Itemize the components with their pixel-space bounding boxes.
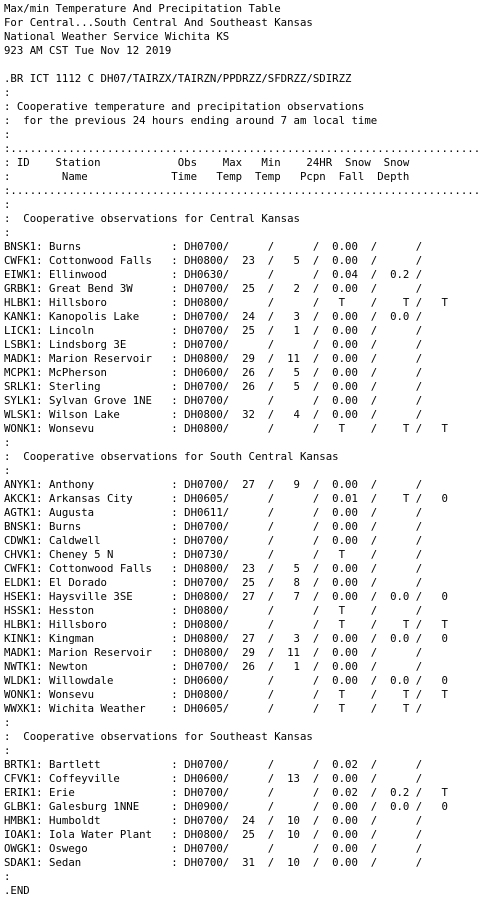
document-line: National Weather Service Wichita KS (4, 30, 230, 43)
document-line: LSBK1: Lindsborg 3E : DH0700/ / / 0.00 / / (4, 338, 423, 351)
document-line: :......................................................................... (4, 184, 481, 197)
document-line: : (4, 226, 11, 239)
document-line: CFVK1: Coffeyville : DH0600/ / 13 / 0.00 / / (4, 772, 423, 785)
document-line: BRTK1: Bartlett : DH0700/ / / 0.02 / / (4, 758, 423, 771)
document-line: For Central...South Central And Southeast Kansas (4, 16, 313, 29)
document-line: KINK1: Kingman : DH0800/ 27 / 3 / 0.00 / 0.0 / 0 (4, 632, 448, 645)
document-line: : (4, 744, 11, 757)
document-line: HSEK1: Haysville 3SE : DH0800/ 27 / 7 / 0.00 / 0.0 / 0 (4, 590, 448, 603)
document-line: : Cooperative observations for South Central Kansas (4, 450, 339, 463)
document-line: NWTK1: Newton : DH0700/ 26 / 1 / 0.00 / / (4, 660, 423, 673)
document-line: WONK1: Wonsevu : DH0800/ / / T / T / T (4, 422, 448, 435)
document-line: : Cooperative observations for Southeast Kansas (4, 730, 313, 743)
document-line: : (4, 464, 11, 477)
document-line: MADK1: Marion Reservoir : DH0800/ 29 / 11 / 0.00 / / (4, 352, 423, 365)
document-line: CWFK1: Cottonwood Falls : DH0800/ 23 / 5 / 0.00 / / (4, 562, 423, 575)
document-line: KANK1: Kanopolis Lake : DH0700/ 24 / 3 / 0.00 / 0.0 / (4, 310, 423, 323)
document-line: WLSK1: Wilson Lake : DH0800/ 32 / 4 / 0.00 / / (4, 408, 423, 421)
document-line: IOAK1: Iola Water Plant : DH0800/ 25 / 10 / 0.00 / / (4, 828, 423, 841)
document-line: : Cooperative observations for Central Kansas (4, 212, 300, 225)
document-line: HLBK1: Hillsboro : DH0800/ / / T / T / T (4, 296, 448, 309)
document-line: ANYK1: Anthony : DH0700/ 27 / 9 / 0.00 / / (4, 478, 423, 491)
document-line: .BR ICT 1112 C DH07/TAIRZX/TAIRZN/PPDRZZ/SFDRZZ/SDIRZZ (4, 72, 352, 85)
document-line: AGTK1: Augusta : DH0611/ / / 0.00 / / (4, 506, 423, 519)
document-line: CWFK1: Cottonwood Falls : DH0800/ 23 / 5 / 0.00 / / (4, 254, 423, 267)
document-line (4, 58, 498, 72)
document-line: BNSK1: Burns : DH0700/ / / 0.00 / / (4, 240, 423, 253)
document-line: HSSK1: Hesston : DH0800/ / / T / / (4, 604, 423, 617)
document-line: WONK1: Wonsevu : DH0800/ / / T / T / T (4, 688, 448, 701)
document-line: :......................................................................... (4, 142, 481, 155)
document-line: LICK1: Lincoln : DH0700/ 25 / 1 / 0.00 / / (4, 324, 423, 337)
document-line: WLDK1: Willowdale : DH0600/ / / 0.00 / 0.0 / 0 (4, 674, 448, 687)
document-line: : (4, 198, 11, 211)
document-line: : (4, 436, 11, 449)
document-line: : (4, 128, 11, 141)
document-line: : for the previous 24 hours ending around 7 am local time (4, 114, 378, 127)
document-line: OWGK1: Oswego : DH0700/ / / 0.00 / / (4, 842, 423, 855)
document-line: WWXK1: Wichita Weather : DH0605/ / / T / T / (4, 702, 423, 715)
document-line: GRBK1: Great Bend 3W : DH0700/ 25 / 2 / 0.00 / / (4, 282, 423, 295)
document-line: : (4, 86, 11, 99)
document-line: AKCK1: Arkansas City : DH0605/ / / 0.01 / T / 0 (4, 492, 448, 505)
document-line: SDAK1: Sedan : DH0700/ 31 / 10 / 0.00 / / (4, 856, 423, 869)
document-line: 923 AM CST Tue Nov 12 2019 (4, 44, 172, 57)
document-line: MADK1: Marion Reservoir : DH0800/ 29 / 11 / 0.00 / / (4, 646, 423, 659)
document-line: : Cooperative temperature and precipitation observations (4, 100, 365, 113)
document-line: : ID Station Obs Max Min 24HR Snow Snow (4, 156, 410, 169)
document-line: : (4, 716, 11, 729)
document-line: CDWK1: Caldwell : DH0700/ / / 0.00 / / (4, 534, 423, 547)
document-line: BNSK1: Burns : DH0700/ / / 0.00 / / (4, 520, 423, 533)
document-line: .END (4, 884, 30, 897)
document-line: ERIK1: Erie : DH0700/ / / 0.02 / 0.2 / T (4, 786, 448, 799)
document-line: CHVK1: Cheney 5 N : DH0730/ / / T / / (4, 548, 423, 561)
document-line: : Name Time Temp Temp Pcpn Fall Depth (4, 170, 410, 183)
document-line: GLBK1: Galesburg 1NNE : DH0900/ / / 0.00 / 0.0 / 0 (4, 800, 448, 813)
document-line: MCPK1: McPherson : DH0600/ 26 / 5 / 0.00 / / (4, 366, 423, 379)
document-line: Max/min Temperature And Precipitation Table (4, 2, 281, 15)
document-line: HMBK1: Humboldt : DH0700/ 24 / 10 / 0.00 / / (4, 814, 423, 827)
document-line: : (4, 870, 11, 883)
document-line: SYLK1: Sylvan Grove 1NE : DH0700/ / / 0.00 / / (4, 394, 423, 407)
document-line: ELDK1: El Dorado : DH0700/ 25 / 8 / 0.00 / / (4, 576, 423, 589)
document-line: EIWK1: Ellinwood : DH0630/ / / 0.04 / 0.2 / (4, 268, 423, 281)
document-line: HLBK1: Hillsboro : DH0800/ / / T / T / T (4, 618, 448, 631)
document-line: SRLK1: Sterling : DH0700/ 26 / 5 / 0.00 / / (4, 380, 423, 393)
